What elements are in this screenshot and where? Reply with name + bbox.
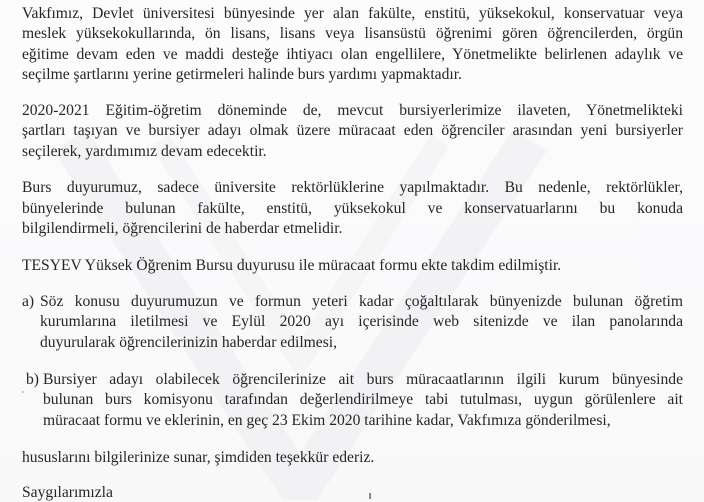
list-item-line: Söz konusu duyurumuzun ve formun yeteri kadar çoğaltılarak bünyenizde bulunan öğretim — [40, 293, 683, 310]
paragraph-2-line: 2020-2021 Eğitim-öğretim döneminde de, mevcut bursiyerlerimize ilaveten, Yönetmelikteki — [22, 102, 683, 119]
signoff: Saygılarımızla — [22, 484, 113, 501]
scan-artifact — [369, 493, 371, 499]
paragraph-4-line: TESYEV Yüksek Öğrenim Bursu duyurusu ile müracaat formu ekte takdim edilmiştir. — [22, 257, 562, 274]
paragraph-1-line: seçilme şartlarını yerine getirmeleri halinde burs yardımı yapmaktadır. — [22, 66, 462, 83]
paragraph-1-line: meslek yüksekokullarında, ön lisans, lisans veya lisansüstü öğrenimi gören öğrencilerden, örgün — [22, 25, 683, 42]
paragraph-3-line: bilgilendirmeli, öğrencilerini de haberdar etmelidir. — [22, 220, 343, 237]
list-marker: b) — [26, 371, 39, 388]
list-item-line: Bursiyer adayı olabilecek öğrencilerinize ait burs müracaatlarının ilgili kurum bünyesinde — [43, 371, 683, 388]
closing-sentence: hususlarını bilgilerinize sunar, şimdiden teşekkür ederiz. — [22, 449, 375, 466]
paragraph-1-line: eğitime devam eden ve maddi desteğe ihtiyacı olan engellilere, Yönetmelikte belirlenen adaylık ve — [22, 46, 683, 63]
list-marker: a) — [22, 293, 35, 310]
scan-artifact — [22, 391, 24, 393]
paragraph-3-line: Burs duyurumuz, sadece üniversite rektörlüklerine yapılmaktadır. Bu nedenle, rektörlükler, — [22, 179, 683, 196]
list-item-line: bulunan burs komisyonu tarafından değerlendirilmeye tabi tutulması, uygun görülenlere ait — [43, 391, 683, 408]
paragraph-2-line: seçilerek, yardımımız devam edecektir. — [22, 143, 267, 160]
paragraph-3-line: bünyelerinde bulunan fakülte, enstitü, yüksekokul ve konservatuarlarını bu konuda — [22, 200, 683, 217]
paragraph-2-line: şartları taşıyan ve bursiyer adayı olmak üzere müracaat eden öğrenciler arasından yeni bursiyerler — [22, 122, 683, 139]
list-item-line: müracaat formu ve eklerinin, en geç 23 Ekim 2020 tarihine kadar, Vakfımıza gönderilmesi, — [43, 412, 611, 429]
paragraph-1-line: Vakfımız, Devlet üniversitesi bünyesinde yer alan fakülte, enstitü, yüksekokul, konservatuar veya — [22, 5, 683, 22]
list-item-line: kurumlarına iletilmesi ve Eylül 2020 ayı içerisinde web sitenizde ve ilan panolarında — [40, 313, 683, 330]
list-item-line: duyurularak öğrencilerinizin haberdar edilmesi, — [40, 334, 338, 351]
